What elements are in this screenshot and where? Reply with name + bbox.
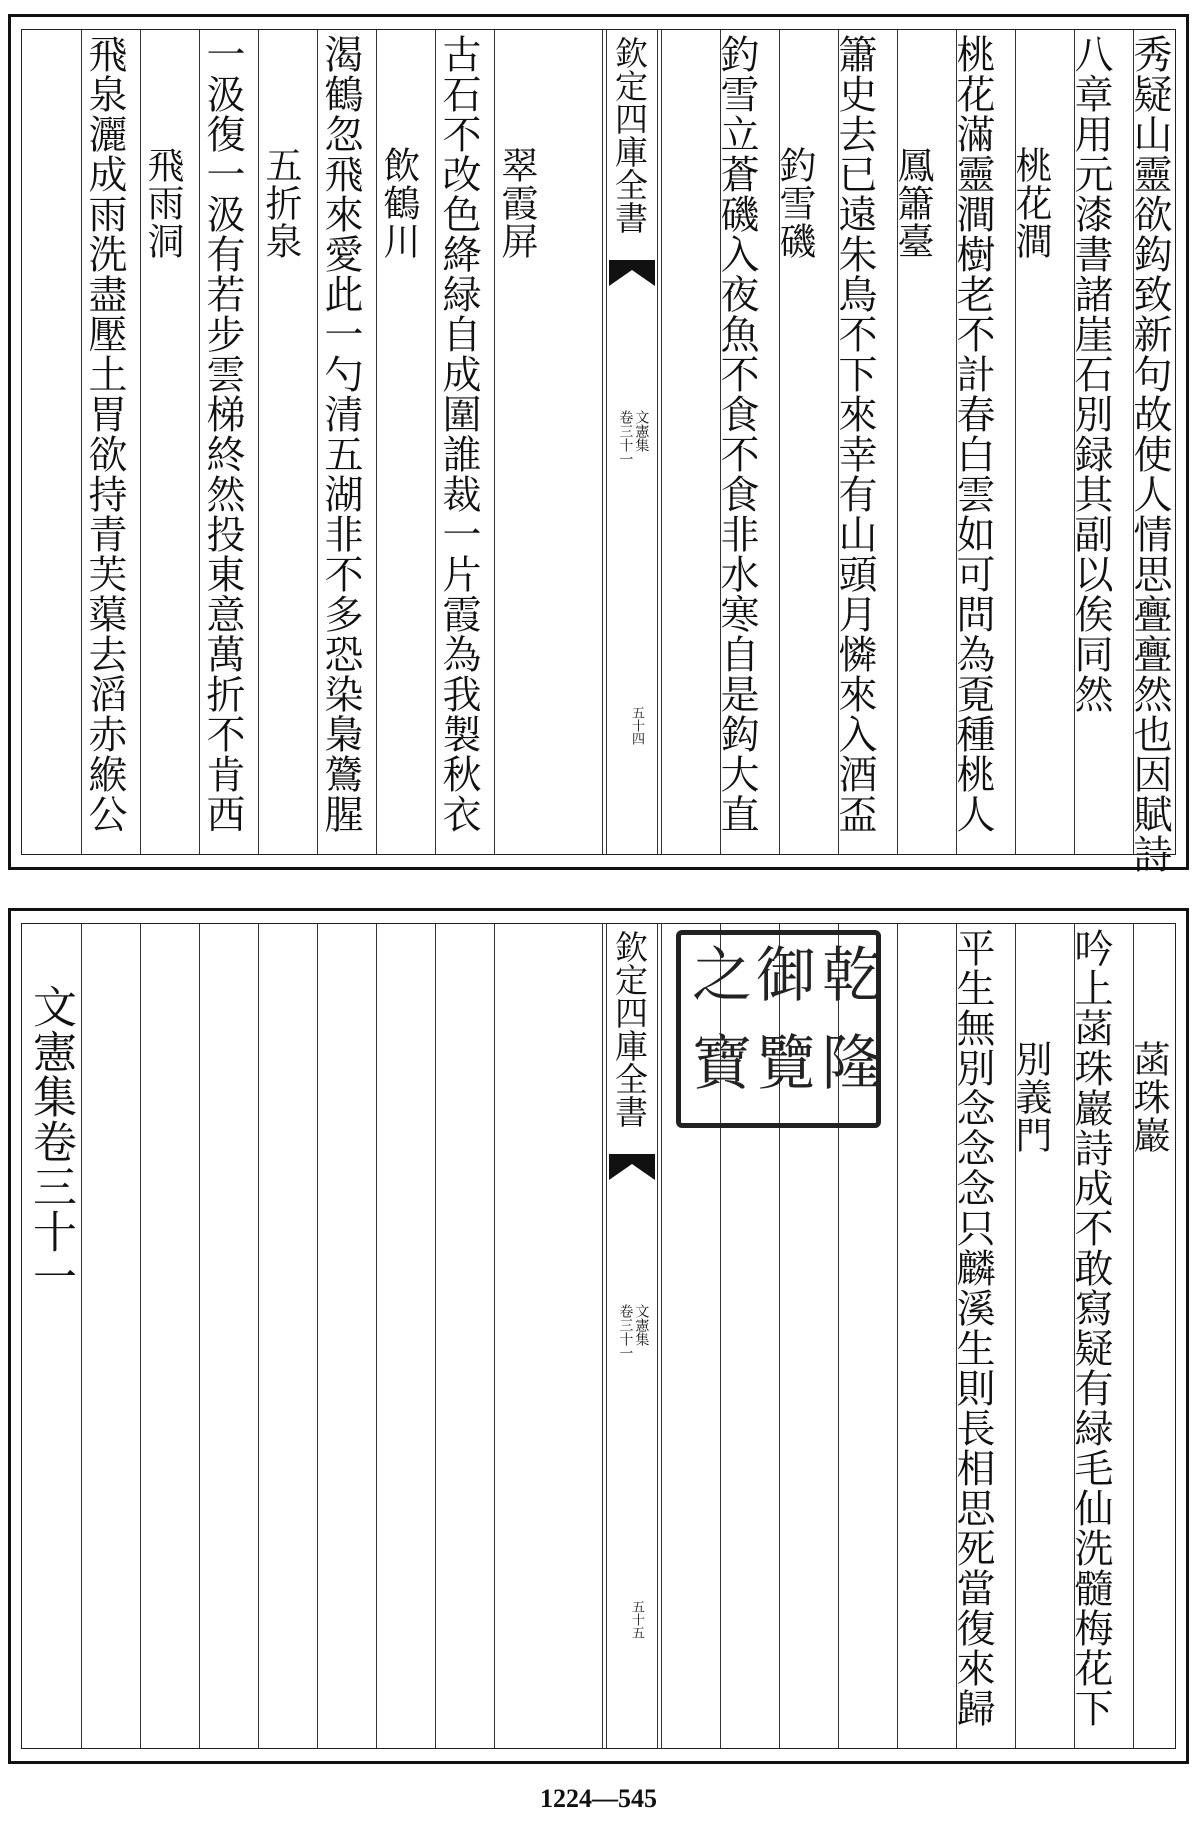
poem-title: 菡珠巖 xyxy=(1127,1040,1170,1154)
poem-title: 五折泉 xyxy=(259,146,302,260)
column-divider xyxy=(494,924,495,1748)
text-column: 飛泉灑成雨洗盡壓土胃欲持青芙蕖去滔赤緱公 xyxy=(82,34,127,834)
text-column: 平生無別念念念只麟溪生則長相思死當復來歸 xyxy=(950,928,995,1728)
poem-title: 飛雨洞 xyxy=(141,146,184,260)
seal-char: 之 xyxy=(682,943,752,1003)
volume-end-title: 文憲集卷三十一 xyxy=(25,984,76,1299)
seal-char: 御 xyxy=(746,943,816,1003)
margin-title: 欽定四庫全書 xyxy=(610,36,649,234)
page-top xyxy=(8,14,1189,874)
center-margin xyxy=(606,30,658,854)
seal-char: 隆 xyxy=(812,1031,882,1091)
column-divider xyxy=(661,924,662,1748)
text-column: 釣雪立蒼磯入夜魚不食不食非水寒自是鈎大直 xyxy=(714,34,759,834)
column-divider xyxy=(140,924,141,1748)
poem-title: 桃花澗 xyxy=(1009,146,1052,260)
text-column: 秀疑山靈欲鈎致新句故使人情思亹亹然也因賦詩 xyxy=(1127,34,1172,874)
text-column: 一汲復一汲有若步雲梯終然投東意萬折不肯西 xyxy=(200,34,245,834)
margin-volume: 卷三十一 xyxy=(617,1304,634,1360)
margin-book: 文憲集 xyxy=(633,1304,650,1346)
fish-tail-ornament xyxy=(609,1154,655,1180)
poem-title: 釣雪磯 xyxy=(773,146,816,260)
page-top-frame xyxy=(21,29,1176,874)
text-column: 渴鶴忽飛來愛此一勺清五湖非不多恐染梟鷟腥 xyxy=(318,34,363,834)
center-margin xyxy=(606,924,658,1748)
fish-tail-ornament xyxy=(609,260,655,286)
margin-title: 欽定四庫全書 xyxy=(610,930,649,1128)
catalog-code: 1224—545 xyxy=(540,1784,657,1813)
column-divider xyxy=(258,924,259,1748)
column-divider xyxy=(435,924,436,1748)
imperial-seal xyxy=(676,930,881,1128)
text-column: 吟上菡珠巖詩成不敢寫疑有緑毛仙洗髓梅花下 xyxy=(1068,928,1113,1728)
poem-title: 別義門 xyxy=(1009,1040,1052,1154)
text-column: 簫史去已遠朱鳥不下來幸有山頭月憐來入酒盃 xyxy=(832,34,877,834)
text-column: 桃花滿靈澗樹老不計春白雲如可問為覔種桃人 xyxy=(950,34,995,834)
text-column: 古石不改色絳緑自成圍誰裁一片霞為我製秋衣 xyxy=(436,34,481,834)
margin-book: 文憲集 xyxy=(633,410,650,452)
seal-char: 覽 xyxy=(746,1031,816,1091)
page-bottom xyxy=(8,908,1189,1764)
column-divider xyxy=(376,924,377,1748)
column-divider xyxy=(602,30,603,854)
column-divider xyxy=(317,924,318,1748)
poem-title: 翠霞屏 xyxy=(495,146,538,260)
column-divider xyxy=(897,924,898,1748)
margin-volume: 卷三十一 xyxy=(617,410,634,466)
column-divider xyxy=(81,924,82,1748)
page-number: 五十四 xyxy=(629,706,644,745)
seal-char: 寶 xyxy=(682,1031,752,1091)
page-bottom-frame xyxy=(21,923,1176,1749)
column-divider xyxy=(661,30,662,854)
poem-title: 飲鶴川 xyxy=(377,146,420,260)
text-column: 八章用元漆書諸崖石別録其副以俟同然 xyxy=(1068,34,1113,714)
column-divider xyxy=(199,924,200,1748)
page-number: 五十五 xyxy=(629,1600,644,1639)
seal-char: 乾 xyxy=(812,943,882,1003)
poem-title: 鳳簫臺 xyxy=(891,146,934,260)
column-divider xyxy=(602,924,603,1748)
